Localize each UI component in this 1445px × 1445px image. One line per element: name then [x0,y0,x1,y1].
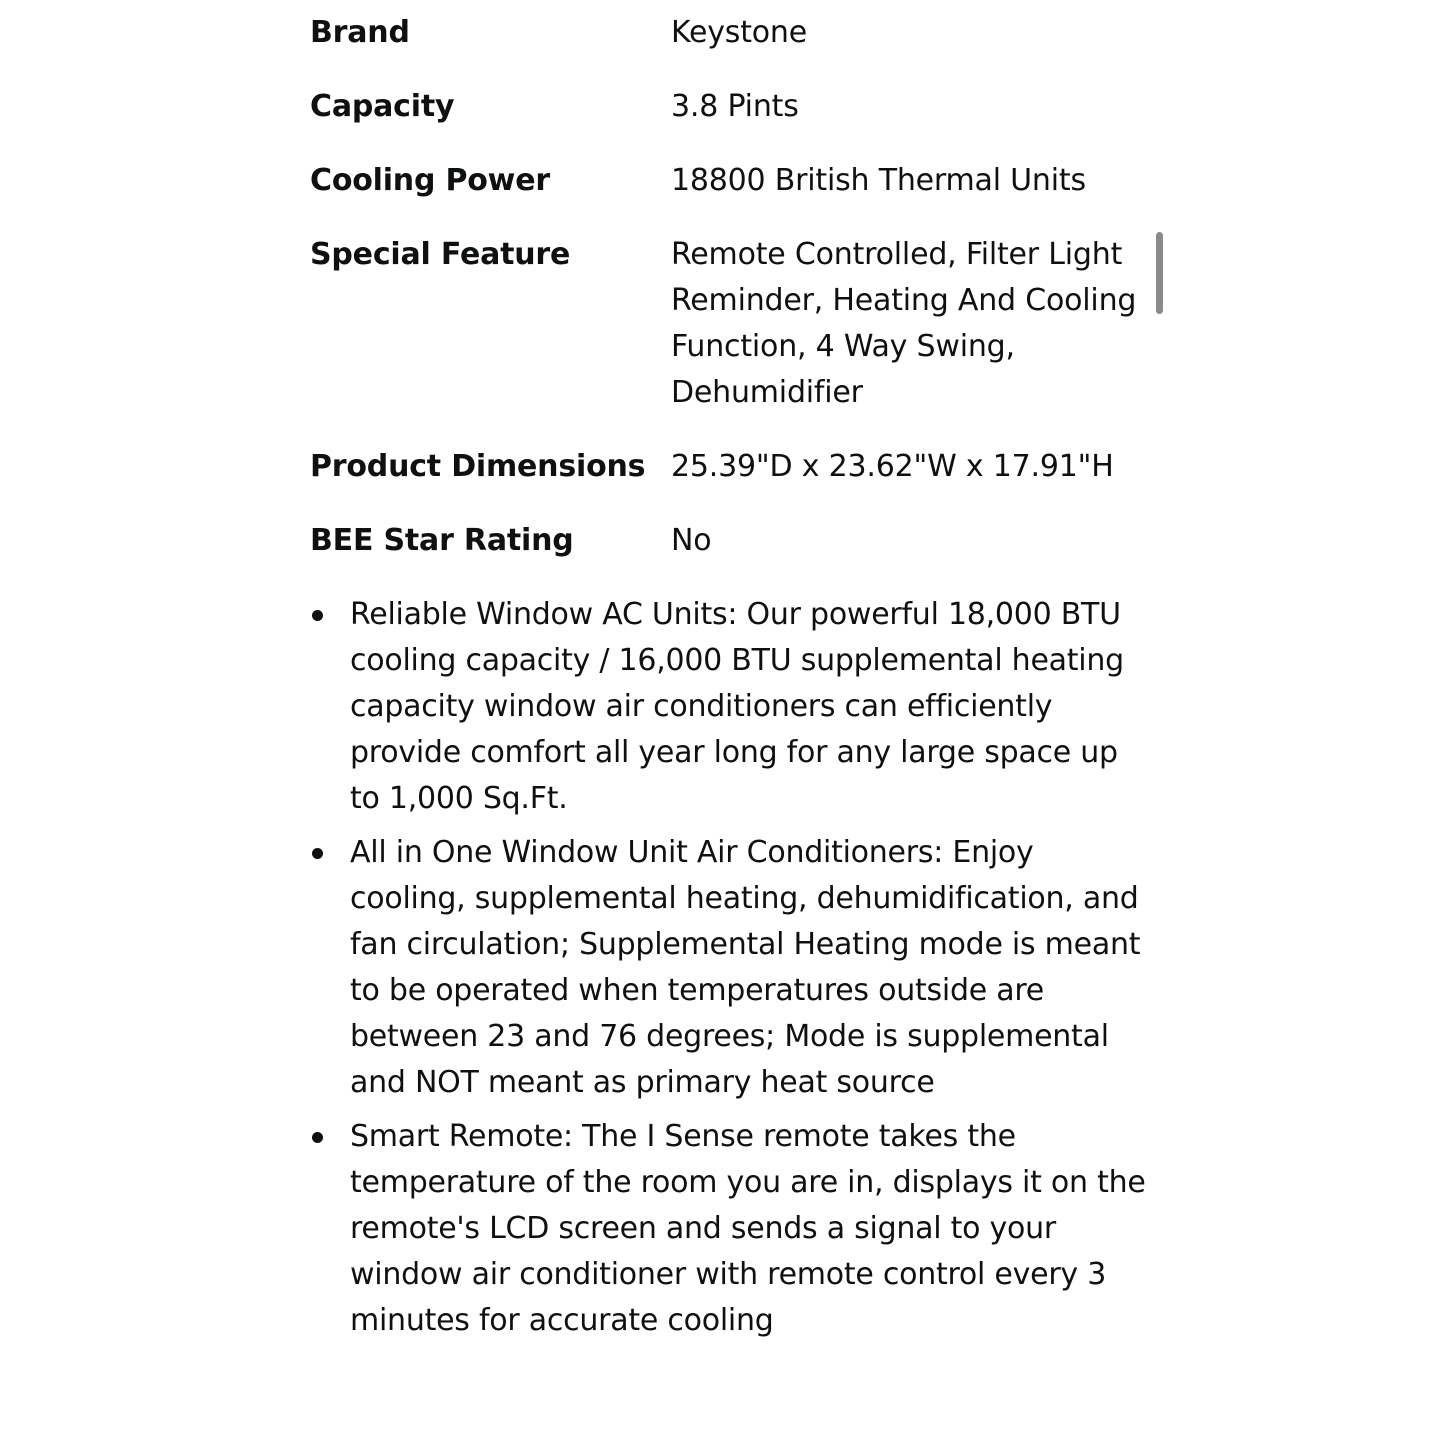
spec-value: 18800 British Thermal Units [671,163,1086,198]
scrollbar-thumb[interactable] [1156,232,1163,314]
spec-label: BEE Star Rating [310,523,574,558]
spec-row-special-feature [310,232,1150,416]
spec-row-bee-star-rating [310,518,1150,564]
bullet-text: All in One Window Unit Air Conditioners: Enjoy cooling, supplemental heating, dehumidification, and fan circulation; Supplemental Heating mode is meant to be operated when temperatures outside are between 23 and 76 degrees; Mode is supplemental and NOT meant as primary heat source [350,835,1141,1100]
list-item [310,830,1150,1106]
list-item [310,1114,1150,1344]
spec-row-product-dimensions [310,444,1150,490]
spec-row-cooling-power [310,158,1150,204]
spec-value: 3.8 Pints [671,89,799,124]
spec-value: Remote Controlled, Filter Light Reminder, Heating And Cooling Function, 4 Way Swing, Dehumidifier [671,237,1137,410]
bullet-icon [312,848,323,859]
bullet-text: Smart Remote: The I Sense remote takes the temperature of the room you are in, displays it on the remote's LCD screen and sends a signal to your window air conditioner with remote control every 3 minutes for accurate cooling [350,1119,1146,1338]
spec-label: Brand [310,15,410,50]
bullet-text: Reliable Window AC Units: Our powerful 18,000 BTU cooling capacity / 16,000 BTU supplemental heating capacity window air conditioners can efficiently provide comfort all year long for any large space up to 1,000 Sq.Ft. [350,597,1124,816]
spec-table [310,10,1150,564]
list-item [310,592,1150,822]
bullet-icon [312,1132,323,1143]
product-details [310,10,1150,1352]
spec-label: Cooling Power [310,163,550,198]
spec-value: No [671,523,712,558]
spec-label: Capacity [310,89,455,124]
about-this-item-list [310,592,1150,1344]
bullet-icon [312,610,323,621]
spec-value: 25.39"D x 23.62"W x 17.91"H [671,449,1114,484]
spec-label: Product Dimensions [310,449,646,484]
spec-row-capacity [310,84,1150,130]
spec-label: Special Feature [310,237,571,272]
spec-row-brand [310,10,1150,56]
spec-value: Keystone [671,15,808,50]
